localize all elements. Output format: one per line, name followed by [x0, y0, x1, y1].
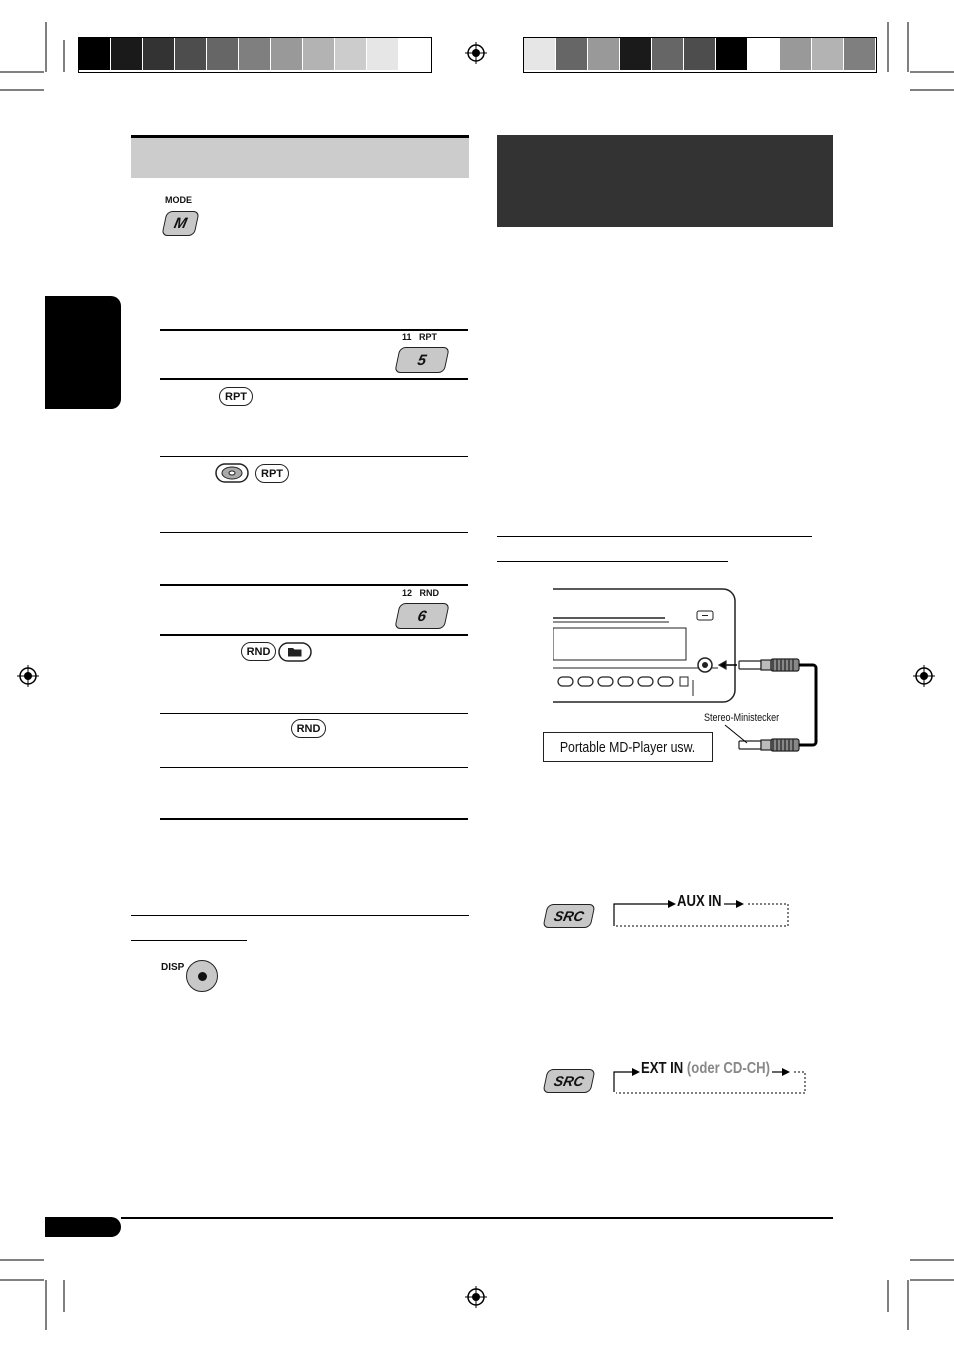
ext-in-extra: (oder CD-CH): [686, 1060, 771, 1077]
aux-in-label: AUX IN: [677, 893, 722, 910]
src-key-glyph-ext: SRC: [552, 1073, 586, 1089]
table-rule-1: [160, 329, 468, 331]
ext-in-main: EXT IN: [641, 1060, 684, 1077]
preset-5-button[interactable]: [394, 347, 450, 373]
mode-key-glyph: M: [172, 215, 189, 232]
ext-in-label: [641, 1060, 770, 1078]
table-rule-7: [160, 713, 468, 714]
player-label: Portable MD-Player usw.: [560, 738, 696, 756]
preset-6-button[interactable]: [394, 603, 450, 629]
table-rule-3: [160, 456, 468, 457]
rnd-indicator-2: RND: [291, 719, 326, 738]
rpt-indicator-2: RPT: [255, 464, 289, 483]
table-rule-4: [160, 532, 468, 533]
language-tab: [45, 296, 121, 409]
rnd-indicator: RND: [241, 642, 276, 661]
disc-icon: [215, 463, 249, 483]
disp-dot-icon: [198, 972, 207, 981]
aux-section-rule: [497, 536, 812, 537]
left-section-header: [131, 135, 469, 178]
registration-mark-right: [913, 665, 935, 687]
mode-label: MODE: [165, 195, 192, 205]
preset-5-glyph: 5: [416, 351, 428, 369]
table-rule-6: [160, 634, 468, 636]
aux-section-underline: [497, 561, 728, 562]
rpt-number-label: 11 RPT: [402, 332, 438, 342]
table-rule-8: [160, 767, 468, 768]
right-section-header: [497, 135, 833, 227]
page-number-tab: [45, 1217, 121, 1237]
src-key-glyph-aux: SRC: [552, 908, 586, 924]
car-stereo-unit: [553, 588, 738, 704]
table-rule-9: [160, 818, 468, 820]
registration-mark-top: [465, 42, 487, 64]
registration-mark-left: [17, 665, 39, 687]
disp-section-rule: [131, 915, 469, 916]
player-label-box: [543, 732, 713, 762]
src-button-ext[interactable]: [542, 1069, 595, 1093]
mode-button[interactable]: [161, 211, 199, 236]
registration-mark-bottom: [465, 1286, 487, 1308]
disp-label: DISP: [161, 962, 185, 973]
disp-button[interactable]: [186, 960, 218, 992]
disp-section-underline: [131, 940, 247, 941]
rnd-number-label: 12 RND: [402, 588, 440, 598]
src-button-aux[interactable]: [542, 904, 595, 928]
table-rule-5: [160, 584, 468, 586]
stereo-cable: [715, 655, 820, 755]
preset-6-glyph: 6: [416, 607, 428, 625]
connector-label: Stereo-Ministecker: [704, 712, 780, 724]
folder-icon: [278, 642, 312, 662]
rpt-indicator: RPT: [219, 387, 253, 406]
table-rule-2: [160, 378, 468, 380]
footer-rule: [121, 1217, 833, 1219]
